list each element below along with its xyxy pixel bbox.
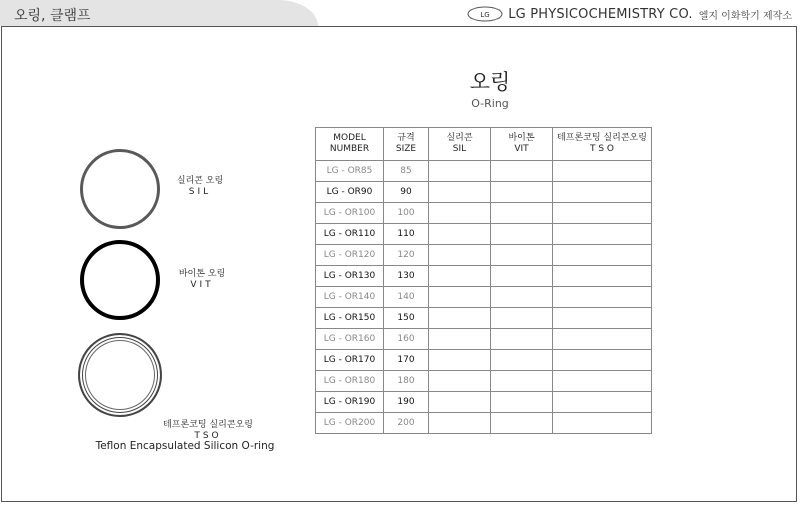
vit-cell	[491, 182, 553, 203]
header-sil-line1: 실리콘	[446, 133, 473, 143]
tso-cell	[553, 266, 652, 287]
model-cell: LG - OR90	[316, 182, 384, 203]
model-cell: LG - OR150	[316, 308, 384, 329]
model-cell: LG - OR110	[316, 224, 384, 245]
size-cell: 130	[384, 266, 429, 287]
vit-cell	[491, 308, 553, 329]
sil-cell	[429, 266, 491, 287]
header-vit	[491, 128, 553, 161]
sil-cell	[429, 350, 491, 371]
vit-cell	[491, 350, 553, 371]
tso-cell	[553, 413, 652, 434]
company-logo-icon	[466, 5, 504, 23]
table-row	[316, 308, 652, 329]
size-cell: 150	[384, 308, 429, 329]
table-row	[316, 266, 652, 287]
table-row	[316, 350, 652, 371]
page-title: 오링	[469, 70, 511, 94]
size-cell: 100	[384, 203, 429, 224]
tso-cell	[553, 224, 652, 245]
size-cell: 110	[384, 224, 429, 245]
header-size-line2: SIZE	[395, 144, 417, 154]
table-row	[316, 329, 652, 350]
header-tso-line1: 테프론코팅 실리콘오링	[557, 133, 647, 143]
header-sil	[429, 128, 491, 161]
table-header-row	[316, 128, 652, 161]
sil-cell	[429, 329, 491, 350]
size-cell: 120	[384, 245, 429, 266]
header-model	[316, 128, 384, 161]
header-sil-line2: SIL	[452, 144, 467, 154]
size-cell: 200	[384, 413, 429, 434]
model-cell: LG - OR130	[316, 266, 384, 287]
table-row	[316, 371, 652, 392]
tso-cell	[553, 371, 652, 392]
vit-cell	[491, 371, 553, 392]
model-cell: LG - OR120	[316, 245, 384, 266]
silicone-oring-label	[168, 176, 232, 198]
sil-cell	[429, 371, 491, 392]
viton-oring-label	[170, 269, 234, 291]
company-brand	[466, 5, 792, 23]
tso-cell	[553, 392, 652, 413]
tso-cell	[553, 203, 652, 224]
vit-cell	[491, 266, 553, 287]
sil-cell	[429, 245, 491, 266]
tab-title: 오링, 클램프	[14, 8, 91, 24]
vit-cell	[491, 224, 553, 245]
size-cell: 85	[384, 161, 429, 182]
header-model-line1: MODEL	[333, 133, 366, 143]
size-cell: 190	[384, 392, 429, 413]
header-vit-line2: VIT	[514, 144, 529, 154]
tso-cell	[553, 182, 652, 203]
model-cell: LG - OR180	[316, 371, 384, 392]
page-subtitle: O-Ring	[471, 97, 509, 110]
table-row	[316, 203, 652, 224]
table-row	[316, 161, 652, 182]
sil-cell	[429, 287, 491, 308]
silicone-oring-image	[80, 149, 160, 229]
viton-oring-image	[80, 240, 160, 320]
silicone-oring-code: SIL	[188, 187, 212, 197]
sil-cell	[429, 308, 491, 329]
model-cell: LG - OR85	[316, 161, 384, 182]
vit-cell	[491, 203, 553, 224]
sil-cell	[429, 203, 491, 224]
header-tso-line2: T S O	[589, 144, 615, 154]
vit-cell	[491, 245, 553, 266]
tso-cell	[553, 245, 652, 266]
size-cell: 180	[384, 371, 429, 392]
model-cell: LG - OR100	[316, 203, 384, 224]
company-name: LG PHYSICOCHEMISTRY CO.	[508, 6, 693, 22]
company-korean-name: 엘지 이화학기 제작소	[698, 10, 792, 22]
sil-cell	[429, 413, 491, 434]
sil-cell	[429, 224, 491, 245]
table-row	[316, 182, 652, 203]
table-row	[316, 413, 652, 434]
tso-cell	[553, 350, 652, 371]
header-tso	[553, 128, 652, 161]
tso-cell	[553, 287, 652, 308]
teflon-oring-label	[150, 420, 266, 442]
sil-cell	[429, 392, 491, 413]
model-cell: LG - OR190	[316, 392, 384, 413]
tso-cell	[553, 329, 652, 350]
oring-spec-table	[315, 127, 652, 434]
teflon-oring-korean: 테프론코팅 실리콘오링	[163, 420, 253, 430]
vit-cell	[491, 413, 553, 434]
header-size-line1: 규격	[397, 133, 415, 143]
table-row	[316, 392, 652, 413]
model-cell: LG - OR140	[316, 287, 384, 308]
model-cell: LG - OR170	[316, 350, 384, 371]
vit-cell	[491, 287, 553, 308]
table-row	[316, 224, 652, 245]
size-cell: 140	[384, 287, 429, 308]
model-cell: LG - OR200	[316, 413, 384, 434]
header-tab	[0, 0, 318, 26]
viton-oring-korean: 바이톤 오링	[178, 269, 226, 279]
logo-text: LG	[480, 11, 490, 19]
silicone-oring-korean: 실리콘 오링	[176, 176, 224, 186]
sil-cell	[429, 161, 491, 182]
header-model-line2: NUMBER	[329, 144, 370, 154]
table-row	[316, 245, 652, 266]
table-row	[316, 287, 652, 308]
vit-cell	[491, 392, 553, 413]
size-cell: 170	[384, 350, 429, 371]
sil-cell	[429, 182, 491, 203]
teflon-oring-image	[78, 333, 162, 417]
tso-cell	[553, 161, 652, 182]
size-cell: 160	[384, 329, 429, 350]
viton-oring-code: VIT	[190, 280, 214, 290]
tso-cell	[553, 308, 652, 329]
header-size	[384, 128, 429, 161]
teflon-oring-code: TSO	[194, 431, 222, 441]
vit-cell	[491, 329, 553, 350]
size-cell: 90	[384, 182, 429, 203]
vit-cell	[491, 161, 553, 182]
teflon-oring-english: Teflon Encapsulated Silicon O-ring	[95, 440, 275, 452]
model-cell: LG - OR160	[316, 329, 384, 350]
header-vit-line1: 바이톤	[508, 133, 535, 143]
